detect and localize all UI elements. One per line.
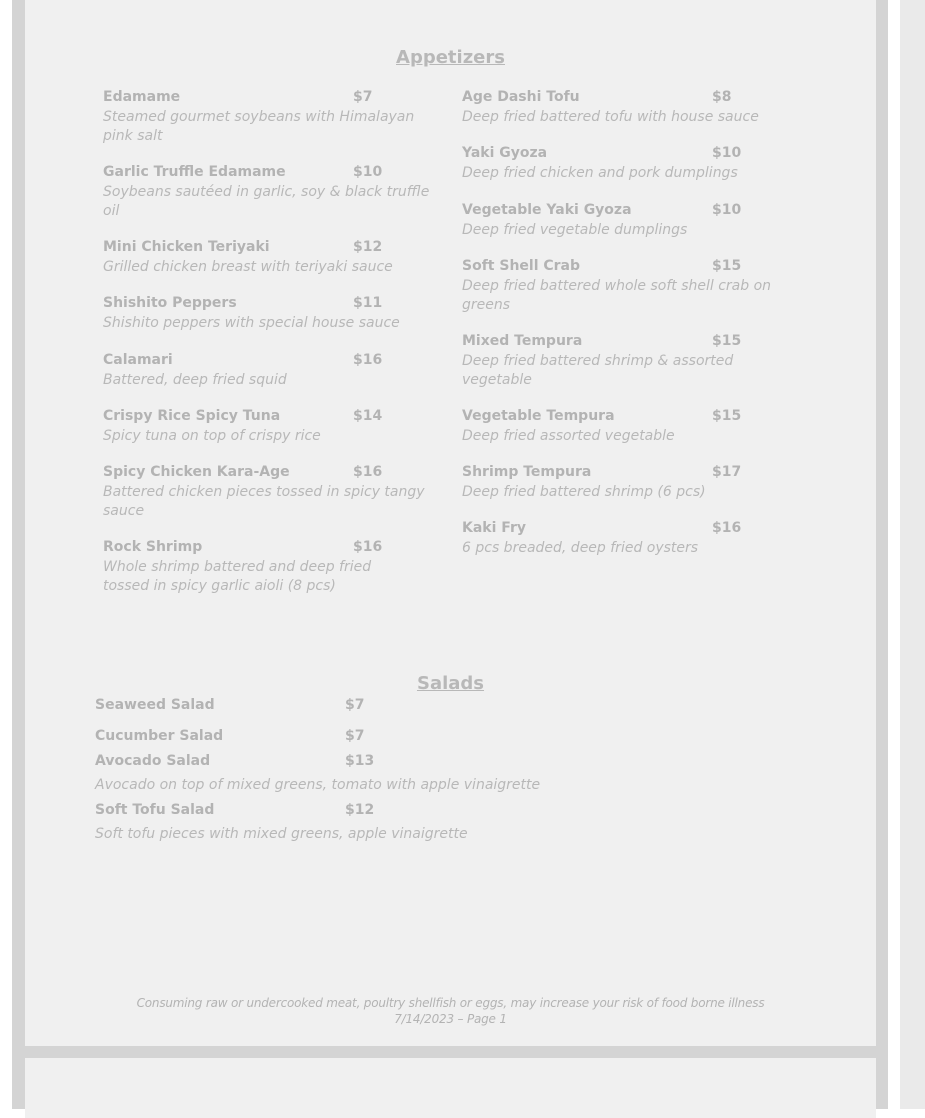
- item-price: $12: [345, 802, 375, 818]
- footer-warning: Consuming raw or undercooked meat, poultry shellfish or eggs, may increase your risk of food borne illness: [136, 996, 765, 1010]
- item-description: Grilled chicken breast with teriyaki sauce: [103, 259, 393, 275]
- item-name: Kaki Fry: [462, 520, 526, 536]
- menu-item: [103, 89, 448, 146]
- item-price: $15: [712, 408, 742, 424]
- item-name: Edamame: [103, 89, 181, 105]
- item-price: $16: [353, 464, 383, 480]
- menu-page-1: [25, 0, 876, 1046]
- item-price: $11: [353, 295, 383, 311]
- item-name: Vegetable Yaki Gyoza: [462, 202, 632, 218]
- item-description: 6 pcs breaded, deep fried oysters: [462, 540, 699, 556]
- menu-item: [462, 333, 802, 390]
- item-name: Shishito Peppers: [103, 295, 237, 311]
- menu-item: [462, 520, 802, 558]
- item-price: $7: [345, 697, 365, 713]
- item-description: Spicy tuna on top of crispy rice: [103, 428, 321, 444]
- menu-item: [103, 352, 448, 390]
- menu-item: [462, 464, 802, 502]
- salads-heading: Salads: [416, 673, 485, 694]
- item-name: Mixed Tempura: [462, 333, 583, 349]
- footer-page-info: 7/14/2023 – Page 1: [394, 1012, 507, 1026]
- menu-item: [95, 728, 615, 746]
- item-price: $10: [712, 202, 742, 218]
- item-description: Deep fried battered shrimp (6 pcs): [462, 484, 706, 500]
- item-description: Deep fried battered tofu with house sauce: [462, 109, 759, 125]
- item-description: Deep fried assorted vegetable: [462, 428, 675, 444]
- item-name: Soft Shell Crab: [462, 258, 581, 274]
- item-description: Soybeans sautéed in garlic, soy & black truffle oil: [103, 184, 430, 219]
- item-price: $7: [353, 89, 373, 105]
- item-description: Deep fried battered whole soft shell crab on greens: [462, 278, 772, 313]
- item-name: Yaki Gyoza: [462, 145, 548, 161]
- item-name: Rock Shrimp: [103, 539, 203, 555]
- item-name: Vegetable Tempura: [462, 408, 615, 424]
- item-name: Crispy Rice Spicy Tuna: [103, 408, 281, 424]
- item-name: Soft Tofu Salad: [95, 802, 215, 818]
- menu-item: [95, 802, 615, 843]
- item-name: Mini Chicken Teriyaki: [103, 239, 270, 255]
- item-price: $10: [353, 164, 383, 180]
- item-name: Seaweed Salad: [95, 697, 215, 713]
- item-price: $16: [712, 520, 742, 536]
- menu-item: [462, 89, 802, 127]
- item-description: Deep fried chicken and pork dumplings: [462, 165, 738, 181]
- item-description: Battered, deep fried squid: [103, 372, 287, 388]
- menu-item: [462, 408, 802, 446]
- item-price: $16: [353, 352, 383, 368]
- item-name: Garlic Truffle Edamame: [103, 164, 286, 180]
- menu-item: [95, 753, 615, 794]
- menu-item: [462, 202, 802, 240]
- item-name: Shrimp Tempura: [462, 464, 592, 480]
- item-price: $14: [353, 408, 383, 424]
- item-name: Spicy Chicken Kara-Age: [103, 464, 290, 480]
- item-description: Deep fried vegetable dumplings: [462, 222, 688, 238]
- menu-item: [103, 408, 448, 446]
- item-price: $15: [712, 333, 742, 349]
- viewer-scroll-edge[interactable]: [900, 0, 925, 1109]
- item-name: Avocado Salad: [95, 753, 211, 769]
- item-description: Battered chicken pieces tossed in spicy tangy sauce: [103, 484, 425, 519]
- menu-item: [103, 295, 448, 333]
- menu-item: [462, 258, 802, 315]
- appetizers-heading: Appetizers: [396, 47, 505, 68]
- menu-item: [103, 464, 448, 521]
- item-price: $16: [353, 539, 383, 555]
- menu-item: [103, 539, 448, 596]
- item-name: Age Dashi Tofu: [462, 89, 580, 105]
- menu-item: [103, 239, 448, 277]
- item-description: Deep fried battered shrimp & assorted vegetable: [462, 353, 734, 388]
- item-price: $10: [712, 145, 742, 161]
- menu-item: [462, 145, 802, 183]
- menu-page-2: [25, 1058, 876, 1118]
- item-name: Cucumber Salad: [95, 728, 224, 744]
- item-price: $12: [353, 239, 383, 255]
- item-price: $17: [712, 464, 742, 480]
- item-price: $15: [712, 258, 742, 274]
- item-price: $8: [712, 89, 732, 105]
- item-description: Soft tofu pieces with mixed greens, apple vinaigrette: [95, 826, 468, 842]
- item-description: Avocado on top of mixed greens, tomato with apple vinaigrette: [95, 777, 541, 793]
- item-description: Shishito peppers with special house sauce: [103, 315, 400, 331]
- menu-item: [103, 164, 448, 221]
- menu-item: [95, 697, 615, 715]
- item-price: $7: [345, 728, 365, 744]
- item-name: Calamari: [103, 352, 173, 368]
- item-description: Whole shrimp battered and deep fried tossed in spicy garlic aioli (8 pcs): [103, 559, 372, 594]
- item-description: Steamed gourmet soybeans with Himalayan pink salt: [103, 109, 415, 144]
- item-price: $13: [345, 753, 375, 769]
